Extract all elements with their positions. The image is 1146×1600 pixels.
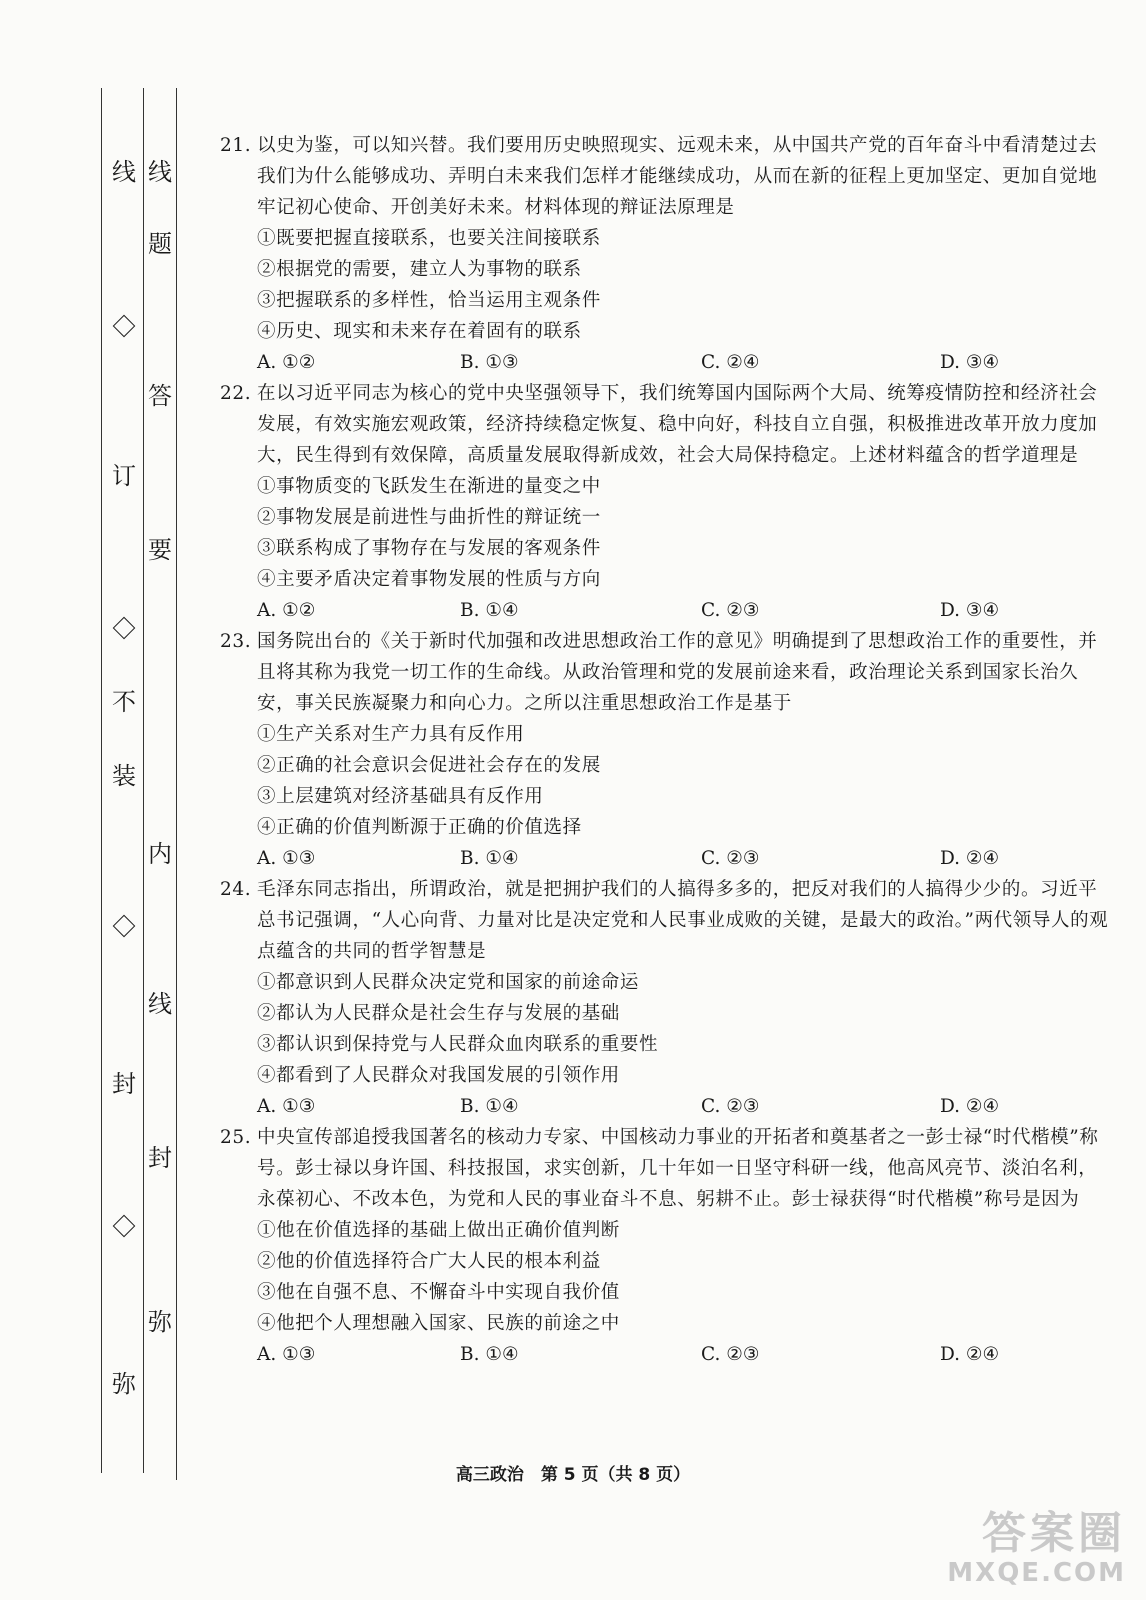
answer-choices (220, 595, 1110, 626)
question-22 (220, 378, 1110, 626)
choice-d: D. ②④ (940, 1096, 1000, 1117)
question-23 (220, 626, 1110, 874)
question-list (220, 130, 1110, 1370)
question-text: 在以习近平同志为核心的党中央坚强领导下，我们统筹国内国际两个大局、统筹疫情防控和经济社会发展，有效实施宏观政策，经济持续稳定恢复、稳中向好，科技自立自强，积极推进改革开放力度加大，民生得到有效保障，高质量发展取得新成效，社会大局保持稳定。上述材料蕴含的哲学道理是 (257, 383, 1098, 466)
statement-option: ④他把个人理想融入国家、民族的前途之中 (257, 1313, 620, 1334)
choice-c: C. ②③ (701, 600, 760, 621)
question-number: 24. (220, 879, 252, 900)
statement-option: ①生产关系对生产力具有反作用 (257, 724, 525, 745)
answer-choices (220, 1339, 1110, 1370)
watermark-logo (947, 1510, 1126, 1588)
choice-d: D. ②④ (940, 848, 1000, 869)
statement-option: ④主要矛盾决定着事物发展的性质与方向 (257, 569, 601, 590)
margin-char: 弥 (112, 1370, 136, 1398)
question-text: 毛泽东同志指出，所谓政治，就是把拥护我们的人搞得多多的，把反对我们的人搞得少少的。习近平总书记强调，“人心向背、力量对比是决定党和人民事业成败的关键，是最大的政治。”两代领导人的观点蕴含的共同的哲学智慧是 (257, 879, 1109, 962)
choice-c: C. ②④ (701, 352, 760, 373)
question-stem (220, 130, 1110, 223)
question-24 (220, 874, 1110, 1122)
choice-b: B. ①④ (460, 600, 519, 621)
statement-option: ②他的价值选择符合广大人民的根本利益 (257, 1251, 601, 1272)
question-number: 21. (220, 135, 252, 156)
answer-choices (220, 1091, 1110, 1122)
statement-option: ③都认识到保持党与人民群众血肉联系的重要性 (257, 1034, 659, 1055)
margin-inner-column (140, 0, 180, 1600)
statement-option: ④历史、现实和未来存在着固有的联系 (257, 321, 582, 342)
question-number: 23. (220, 631, 252, 652)
statement-option: ③把握联系的多样性，恰当运用主观条件 (257, 290, 601, 311)
margin-char: 题 (148, 230, 172, 258)
choice-d: D. ③④ (940, 352, 1000, 373)
choice-b: B. ①④ (460, 1096, 519, 1117)
question-21 (220, 130, 1110, 378)
statement-option: ①既要把握直接联系，也要关注间接联系 (257, 228, 601, 249)
question-number: 22. (220, 383, 252, 404)
statement-option: ①事物质变的飞跃发生在渐进的量变之中 (257, 476, 601, 497)
margin-char: 弥 (148, 1308, 172, 1336)
page-footer: 高三政治 第 5 页（共 8 页） (455, 1465, 691, 1485)
margin-char: 封 (148, 1144, 172, 1172)
question-number: 25. (220, 1127, 252, 1148)
choice-a: A. ①③ (257, 848, 316, 869)
question-text: 中央宣传部追授我国著名的核动力专家、中国核动力事业的开拓者和奠基者之一彭士禄“时代楷模”称号。彭士禄以身许国、科技报国，求实创新，几十年如一日坚守科研一线，他高风亮节、淡泊名利，永葆初心、不改本色，为党和人民的事业奋斗不息、躬耕不止。彭士禄获得“时代楷模”称号是因为 (257, 1127, 1099, 1210)
watermark-url: MXQE.COM (947, 1558, 1126, 1588)
watermark-text: 答案圈 (982, 1508, 1126, 1559)
choice-c: C. ②③ (701, 1344, 760, 1365)
statement-option: ④都看到了人民群众对我国发展的引领作用 (257, 1065, 620, 1086)
statement-option: ③上层建筑对经济基础具有反作用 (257, 786, 544, 807)
choice-c: C. ②③ (701, 848, 760, 869)
choice-a: A. ①③ (257, 1344, 316, 1365)
choice-a: A. ①③ (257, 1096, 316, 1117)
margin-char: 线 (148, 158, 172, 186)
answer-choices (220, 347, 1110, 378)
question-text: 以史为鉴，可以知兴替。我们要用历史映照现实、远观未来，从中国共产党的百年奋斗中看清楚过去我们为什么能够成功、弄明白未来我们怎样才能继续成功，从而在新的征程上更加坚定、更加自觉地牢记初心使命、开创美好未来。材料体现的辩证法原理是 (257, 135, 1098, 218)
choice-b: B. ①④ (460, 1344, 519, 1365)
choice-b: B. ①④ (460, 848, 519, 869)
choice-d: D. ②④ (940, 1344, 1000, 1365)
statement-option: ①都意识到人民群众决定党和国家的前途命运 (257, 972, 640, 993)
choice-c: C. ②③ (701, 1096, 760, 1117)
question-stem (220, 1122, 1110, 1215)
statement-option: ④正确的价值判断源于正确的价值选择 (257, 817, 582, 838)
margin-char: 线 (112, 158, 136, 186)
margin-char: 线 (148, 990, 172, 1018)
answer-choices (220, 843, 1110, 874)
choice-d: D. ③④ (940, 600, 1000, 621)
question-stem (220, 874, 1110, 967)
margin-middle-column (104, 0, 144, 1600)
choice-b: B. ①③ (460, 352, 519, 373)
question-text: 国务院出台的《关于新时代加强和改进思想政治工作的意见》明确提到了思想政治工作的重要性，并且将其称为我党一切工作的生命线。从政治管理和党的发展前途来看，政治理论关系到国家长治久安，事关民族凝聚力和向心力。之所以注重思想政治工作是基于 (257, 631, 1098, 714)
question-25 (220, 1122, 1110, 1370)
statement-option: ③联系构成了事物存在与发展的客观条件 (257, 538, 601, 559)
choice-a: A. ①② (257, 600, 316, 621)
margin-char: 要 (148, 536, 172, 564)
choice-a: A. ①② (257, 352, 316, 373)
statement-option: ②根据党的需要，建立人为事物的联系 (257, 259, 582, 280)
statement-option: ①他在价值选择的基础上做出正确价值判断 (257, 1220, 620, 1241)
margin-char: 封 (112, 1070, 136, 1098)
margin-char: 答 (148, 382, 172, 410)
margin-char: 不 (112, 688, 136, 716)
margin-rule-outer (101, 88, 102, 1473)
statement-option: ②正确的社会意识会促进社会存在的发展 (257, 755, 601, 776)
question-stem (220, 626, 1110, 719)
statement-option: ②都认为人民群众是社会生存与发展的基础 (257, 1003, 620, 1024)
statement-option: ③他在自强不息、不懈奋斗中实现自我价值 (257, 1282, 620, 1303)
margin-char: 内 (148, 840, 172, 868)
margin-char: 装 (112, 762, 136, 790)
question-stem (220, 378, 1110, 471)
margin-char: 订 (112, 462, 136, 490)
statement-option: ②事物发展是前进性与曲折性的辩证统一 (257, 507, 601, 528)
